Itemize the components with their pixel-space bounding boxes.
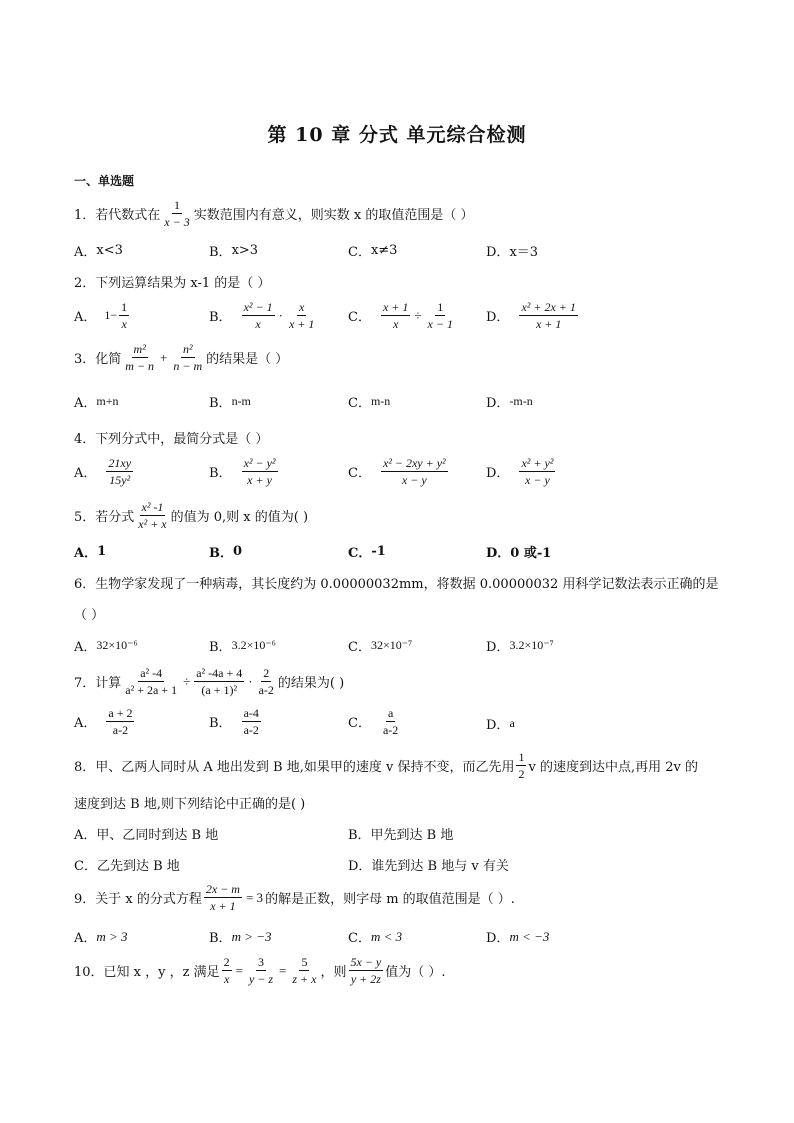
question-3: 3．化简 $\frac{\text{m²}}{m - n}$ + $\frac{\text{n²}}{n - m}$ 的结果是（ ） bbox=[74, 342, 289, 373]
question-7: 7．计算 $\frac{\text{a² -4}}{\text{a² + 2a + 1}}$ ÷ $\frac{\text{a² -4a + 4}}{\text{(a + 1)²}}$ · $\frac{2}{a-2}$ 的结果为( ) bbox=[74, 666, 345, 697]
question-10: 10．已知 x ，y ，z 满足 $\frac{2}{x}$ = $\frac{3}{y - z}$ = $\frac{5}{z + x}$ ，则 $\frac{5x - y}{y + 2z}$ 值为（ ）. bbox=[74, 955, 446, 986]
option-b[interactable]: B． n-m bbox=[209, 394, 251, 411]
option-c[interactable]: C． m < 3 bbox=[348, 928, 403, 946]
option-b[interactable]: B． $\frac{\text{x² − 1}}{x}$ · $\frac{x}{x + 1}$ bbox=[209, 300, 315, 331]
option-a[interactable]: A． 1 bbox=[74, 544, 107, 561]
question-6-line-2: （ ） bbox=[74, 608, 105, 623]
option-c[interactable]: C． $\frac{\text{x² − 2xy + y²}}{x - y}$ bbox=[348, 456, 446, 487]
option-d[interactable]: D． 3.2×10⁻⁷ bbox=[486, 638, 554, 655]
option-b[interactable]: B． x>3 bbox=[209, 243, 259, 260]
option-b[interactable]: B． m > −3 bbox=[209, 928, 272, 946]
question-9: 9．关于 x 的分式方程 $\frac{2x - m}{x + 1}$ = 3 的解是正数，则字母 m 的取值范围是（ ）. bbox=[74, 882, 515, 913]
option-a[interactable]: A． $\frac{21xy}{\text{15y²}}$ bbox=[74, 456, 132, 487]
option-d[interactable]: D． m < −3 bbox=[486, 928, 550, 946]
option-b[interactable]: B． $\frac{\text{x² − y²}}{x + y}$ bbox=[209, 456, 276, 487]
option-c[interactable]: C． -1 bbox=[348, 544, 386, 561]
option-b[interactable]: B． 3.2×10⁻⁶ bbox=[209, 638, 276, 655]
option-c[interactable]: C． m-n bbox=[348, 394, 391, 411]
option-a[interactable]: A． x<3 bbox=[74, 243, 123, 260]
option-a[interactable]: A． m+n bbox=[74, 394, 119, 411]
option-d[interactable]: D．谁先到达 B 地与 v 有关 bbox=[348, 859, 509, 874]
option-a[interactable]: A． m > 3 bbox=[74, 928, 128, 946]
question-1 bbox=[74, 198, 473, 229]
page-title: 第 10 章 分式 单元综合检测 bbox=[267, 124, 527, 146]
question-5: 5．若分式 $\frac{\text{x² -1}}{\text{x² + x}}$ 的值为 0,则 x 的值为( ) bbox=[74, 500, 309, 531]
question-6-line-1: 6．生物学家发现了一种病毒，其长度约为 0.00000032mm，将数据 0.00000032 用科学记数法表示正确的是 bbox=[74, 577, 719, 592]
option-b[interactable]: B．甲先到达 B 地 bbox=[348, 828, 454, 843]
option-a[interactable]: A． 1− $\frac{1}{x}$ bbox=[74, 300, 128, 331]
option-c[interactable]: C． x≠3 bbox=[348, 243, 398, 260]
question-8-line-1: 8．甲、乙两人同时从 A 地出发到 B 地,如果甲的速度 v 保持不变，而乙先用 $\frac{1}{2}$ v 的速度到达中点,再用 2v 的 bbox=[74, 750, 698, 781]
option-d[interactable]: D． $\frac{\text{x² + y²}}{x - y}$ bbox=[486, 456, 554, 487]
option-d[interactable]: D． a bbox=[486, 716, 515, 733]
option-c[interactable]: C． $\frac{a}{a-2}$ bbox=[348, 706, 399, 737]
section-heading: 一、单选题 bbox=[74, 174, 135, 188]
question-2: 2．下列运算结果为 x-1 的是（ ） bbox=[74, 276, 271, 291]
option-c[interactable]: C．乙先到达 B 地 bbox=[74, 859, 180, 874]
question-1-stem-b: 实数范围内有意义，则实数 x 的取值范围是（ ） bbox=[193, 208, 474, 223]
option-d[interactable]: D． 0 或-1 bbox=[486, 546, 552, 561]
question-1-stem-a: 1．若代数式在 bbox=[74, 208, 161, 223]
question-4: 4．下列分式中，最简分式是（ ） bbox=[74, 432, 269, 447]
option-d[interactable]: D． -m-n bbox=[486, 394, 533, 411]
option-d[interactable]: D． x＝3 bbox=[486, 245, 539, 260]
option-a[interactable]: A． 32×10⁻⁶ bbox=[74, 638, 138, 655]
option-c[interactable]: C． $\frac{x + 1}{x}$ ÷ $\frac{1}{x - 1}$ bbox=[348, 300, 453, 331]
fraction: $\frac{1}{x - 3}$ bbox=[164, 198, 190, 229]
option-b[interactable]: B． 0 bbox=[209, 544, 243, 561]
option-b[interactable]: B． $\frac{a-4}{a-2}$ bbox=[209, 706, 259, 737]
option-c[interactable]: C． 32×10⁻⁷ bbox=[348, 638, 413, 655]
question-8-line-2: 速度到达 B 地,则下列结论中正确的是( ) bbox=[74, 797, 306, 812]
option-a[interactable]: A．甲、乙同时到达 B 地 bbox=[74, 828, 219, 843]
option-d[interactable]: D． $\frac{\text{x² + 2x + 1}}{x + 1}$ bbox=[486, 300, 576, 331]
option-a[interactable]: A． $\frac{a + 2}{a-2}$ bbox=[74, 706, 133, 737]
